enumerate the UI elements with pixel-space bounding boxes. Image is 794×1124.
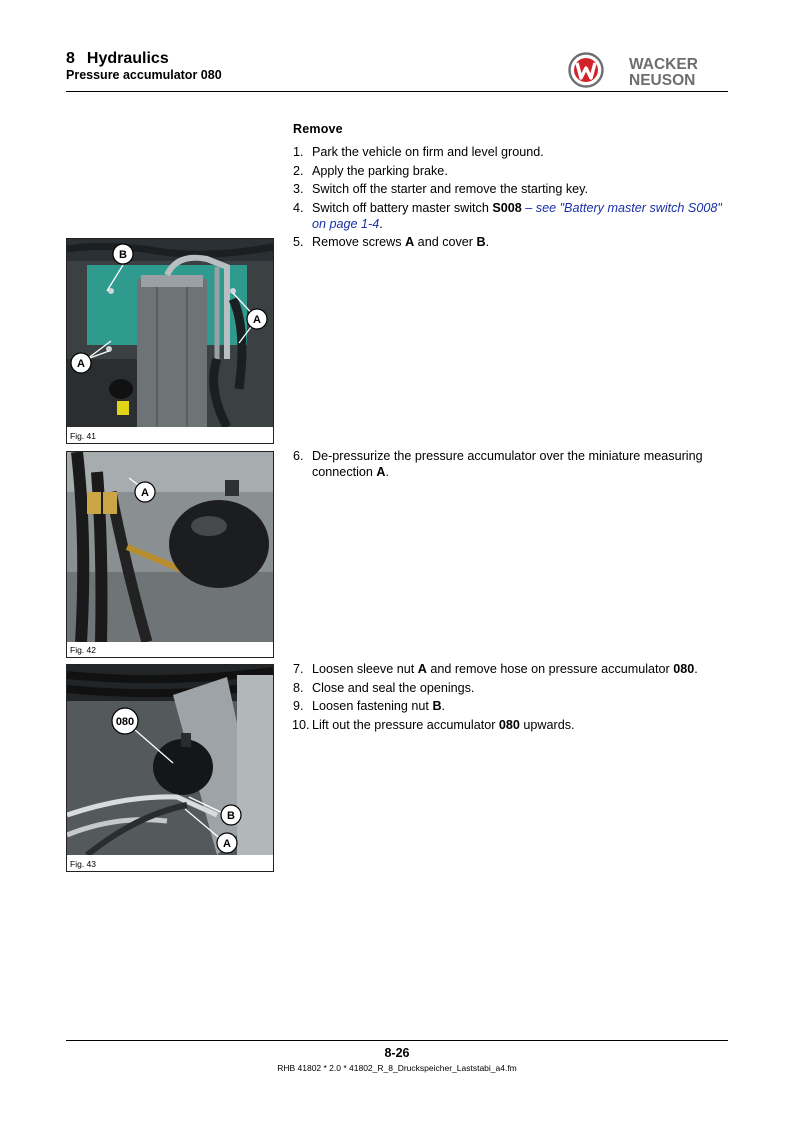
svg-text:B: B [227, 810, 235, 822]
section-title: Remove [293, 122, 343, 136]
figure-caption: Fig. 42 [70, 645, 96, 655]
list-item: 2. Apply the parking brake. [293, 163, 448, 178]
figure-43 [66, 664, 274, 872]
figure-41-photo [67, 239, 273, 427]
cross-reference-link[interactable]: see "Battery master switch S008" on page 1-4 [312, 200, 722, 231]
callout-b [113, 244, 133, 264]
list-item: 6. De-pressurize the pressure accumulator over the miniature measuring connection A. [293, 449, 703, 479]
callout-a [135, 482, 155, 502]
callout-a [217, 833, 237, 853]
logo-line2: NEUSON [629, 72, 696, 88]
page-number: 8-26 [384, 1046, 410, 1060]
svg-text:A: A [141, 487, 149, 499]
callout-a [247, 309, 267, 329]
wacker-neuson-w-icon [570, 54, 603, 87]
svg-text:B: B [119, 249, 127, 261]
figure-caption: Fig. 41 [70, 431, 96, 441]
figure-caption: Fig. 43 [70, 859, 96, 869]
list-item: 10. Lift out the pressure accumulator 080 upwards. [292, 717, 575, 732]
list-item: 8. Close and seal the openings. [293, 680, 475, 695]
logo-line1: WACKER [629, 56, 698, 73]
figure-42 [66, 451, 274, 658]
list-item: 5. Remove screws A and cover B. [293, 235, 490, 249]
file-reference: RHB 41802 * 2.0 * 41802_R_8_Druckspeicher_Laststabi_a4.fm [277, 1063, 517, 1073]
wacker-neuson-logo [568, 52, 720, 88]
list-item: 3. Switch off the starter and remove the starting key. [293, 182, 589, 196]
steps-list-remove [293, 144, 733, 253]
list-item: 1. Park the vehicle on firm and level ground. [293, 145, 544, 159]
page-header [66, 48, 728, 92]
chapter-title: Hydraulics [86, 50, 169, 67]
svg-text:080: 080 [115, 716, 135, 728]
figure-42-photo [67, 452, 273, 642]
page-footer [66, 1040, 728, 1073]
steps-list-depressurize [293, 448, 733, 483]
section-subtitle: Pressure accumulator 080 [66, 68, 222, 82]
steps-list-lift-out [293, 661, 733, 735]
figure-41 [66, 238, 274, 444]
list-item: 7. Loosen sleeve nut A and remove hose on pressure accumulator 080. [293, 662, 698, 676]
callout-080 [112, 708, 138, 734]
svg-text:A: A [77, 358, 85, 370]
callout-b [221, 805, 241, 825]
callout-a [71, 353, 91, 373]
chapter-number: 8 [66, 50, 75, 67]
list-item: 9. Loosen fastening nut B. [293, 699, 446, 713]
figure-43-photo [67, 665, 273, 855]
chapter-heading [66, 50, 169, 68]
list-item: 4. Switch off battery master switch S008 – see "Battery master switch S008" on page 1-4. [293, 200, 722, 231]
svg-text:A: A [223, 838, 231, 850]
svg-text:A: A [253, 314, 261, 326]
